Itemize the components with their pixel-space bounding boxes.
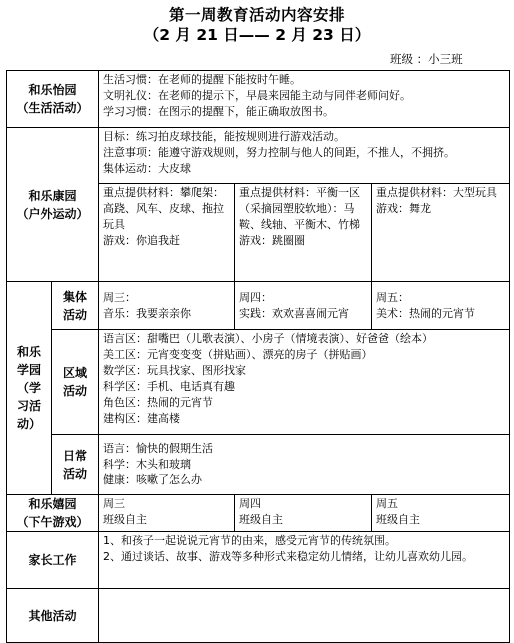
afternoon-thu bbox=[235, 495, 372, 532]
parents-content bbox=[99, 532, 510, 589]
learning-group-fri bbox=[372, 282, 510, 330]
outdoor-general bbox=[99, 128, 510, 184]
outdoor-area-game: 游戏：舞龙 bbox=[376, 201, 432, 215]
learning-daily-header: 日常活动 bbox=[52, 435, 99, 495]
group-content: 音乐：我要亲亲你 bbox=[103, 306, 192, 320]
afternoon-day: 周四 bbox=[239, 497, 262, 510]
learning-group-wed bbox=[99, 282, 235, 330]
area-item: 建构区：建高楼 bbox=[103, 411, 181, 425]
daily-item: 科学：木头和玻璃 bbox=[103, 457, 192, 471]
afternoon-day: 周五 bbox=[376, 497, 399, 510]
schedule-table bbox=[6, 70, 510, 643]
life-etiquette: 文明礼仪：在老师的提示下，早晨来园能主动与同伴老师问好。 bbox=[103, 88, 412, 102]
parents-item: 2、通过谈话、故事、游戏等多种形式来稳定幼儿情绪，让幼儿喜欢幼儿园。 bbox=[103, 549, 474, 563]
learning-group-row bbox=[7, 282, 510, 330]
area-item: 数学区：玩具找家、图形找家 bbox=[103, 363, 247, 377]
parents-item: 1、和孩子一起说说元宵节的由来，感受元宵节的传统氛围。 bbox=[103, 534, 397, 547]
outdoor-area-game: 游戏：跳圈圈 bbox=[239, 233, 306, 247]
outdoor-area-1 bbox=[99, 184, 235, 282]
parents-row bbox=[7, 532, 510, 589]
outdoor-area-materials: 重点提供材料：攀爬架：高跷、风车、皮球、拖拉玩具 bbox=[103, 186, 225, 231]
outdoor-area-3 bbox=[372, 184, 510, 282]
outdoor-area-2 bbox=[235, 184, 372, 282]
parents-header: 家长工作 bbox=[7, 532, 99, 589]
daily-item: 健康：咳嗽了怎么办 bbox=[103, 473, 203, 487]
group-day: 周五： bbox=[376, 290, 410, 304]
afternoon-wed bbox=[99, 495, 235, 532]
other-row bbox=[7, 589, 510, 643]
life-content bbox=[99, 71, 510, 128]
learning-daily-content bbox=[99, 435, 510, 495]
afternoon-header: 和乐嬉园 （下午游戏） bbox=[7, 495, 99, 532]
outdoor-top-row bbox=[7, 128, 510, 184]
learning-group-header: 集体活动 bbox=[52, 282, 99, 330]
outdoor-area-materials: 重点提供材料：大型玩具 bbox=[376, 186, 498, 199]
afternoon-fri bbox=[372, 495, 510, 532]
date-range: （2 月 21 日—— 2 月 23 日） bbox=[143, 26, 371, 44]
group-content: 实践：欢欢喜喜闹元宵 bbox=[239, 306, 350, 320]
group-day: 周三： bbox=[103, 290, 137, 304]
outdoor-header: 和乐康园 （户外运动） bbox=[7, 128, 99, 282]
area-item: 角色区：热闹的元宵节 bbox=[103, 395, 214, 409]
afternoon-content: 班级自主 bbox=[103, 512, 148, 526]
page-title: 第一周教育活动内容安排 bbox=[168, 6, 345, 24]
group-day: 周四： bbox=[239, 290, 273, 304]
afternoon-row bbox=[7, 495, 510, 532]
learning-group-thu bbox=[235, 282, 372, 330]
life-habit: 生活习惯：在老师的提醒下能按时午睡。 bbox=[103, 73, 302, 86]
learning-daily-row bbox=[7, 435, 510, 495]
class-label: 班级 ：小三班 bbox=[390, 52, 463, 66]
outdoor-group: 集体运动：大皮球 bbox=[103, 161, 192, 175]
area-item: 科学区：手机、电话真有趣 bbox=[103, 379, 236, 393]
life-row bbox=[7, 71, 510, 128]
learning-area-content bbox=[99, 330, 510, 435]
afternoon-day: 周三 bbox=[103, 497, 126, 510]
learning-header: 和乐学园（学习活动） bbox=[7, 282, 52, 495]
other-content bbox=[99, 589, 510, 643]
outdoor-area-game: 游戏：你追我赶 bbox=[103, 233, 181, 247]
afternoon-content: 班级自主 bbox=[376, 512, 421, 526]
area-item: 美工区：元宵变变变（拼贴画）、漂亮的房子（拼贴画） bbox=[103, 347, 373, 361]
afternoon-content: 班级自主 bbox=[239, 512, 284, 526]
daily-item: 语言：愉快的假期生活 bbox=[103, 441, 214, 455]
learning-area-header: 区域活动 bbox=[52, 330, 99, 435]
outdoor-goal: 目标：练习拍皮球技能，能按规则进行游戏活动。 bbox=[103, 130, 346, 143]
life-header: 和乐怡园 （生活活动） bbox=[7, 71, 99, 128]
outdoor-notice: 注意事项：能遵守游戏规则，努力控制与他人的间距，不推人，不拥挤。 bbox=[103, 145, 456, 159]
group-content: 美术：热闹的元宵节 bbox=[376, 306, 476, 320]
learning-area-row bbox=[7, 330, 510, 435]
outdoor-area-materials: 重点提供材料：平衡一区（采摘园塑胶软地）：马鞍、线轴、平衡木、竹梯 bbox=[239, 186, 361, 231]
other-header: 其他活动 bbox=[7, 589, 99, 643]
area-item: 语言区：甜嘴巴（儿歌表演）、小房子（情境表演）、好爸爸（绘本） bbox=[103, 332, 434, 345]
life-study: 学习习惯：在图示的提醒下，能正确取放图书。 bbox=[103, 104, 335, 118]
